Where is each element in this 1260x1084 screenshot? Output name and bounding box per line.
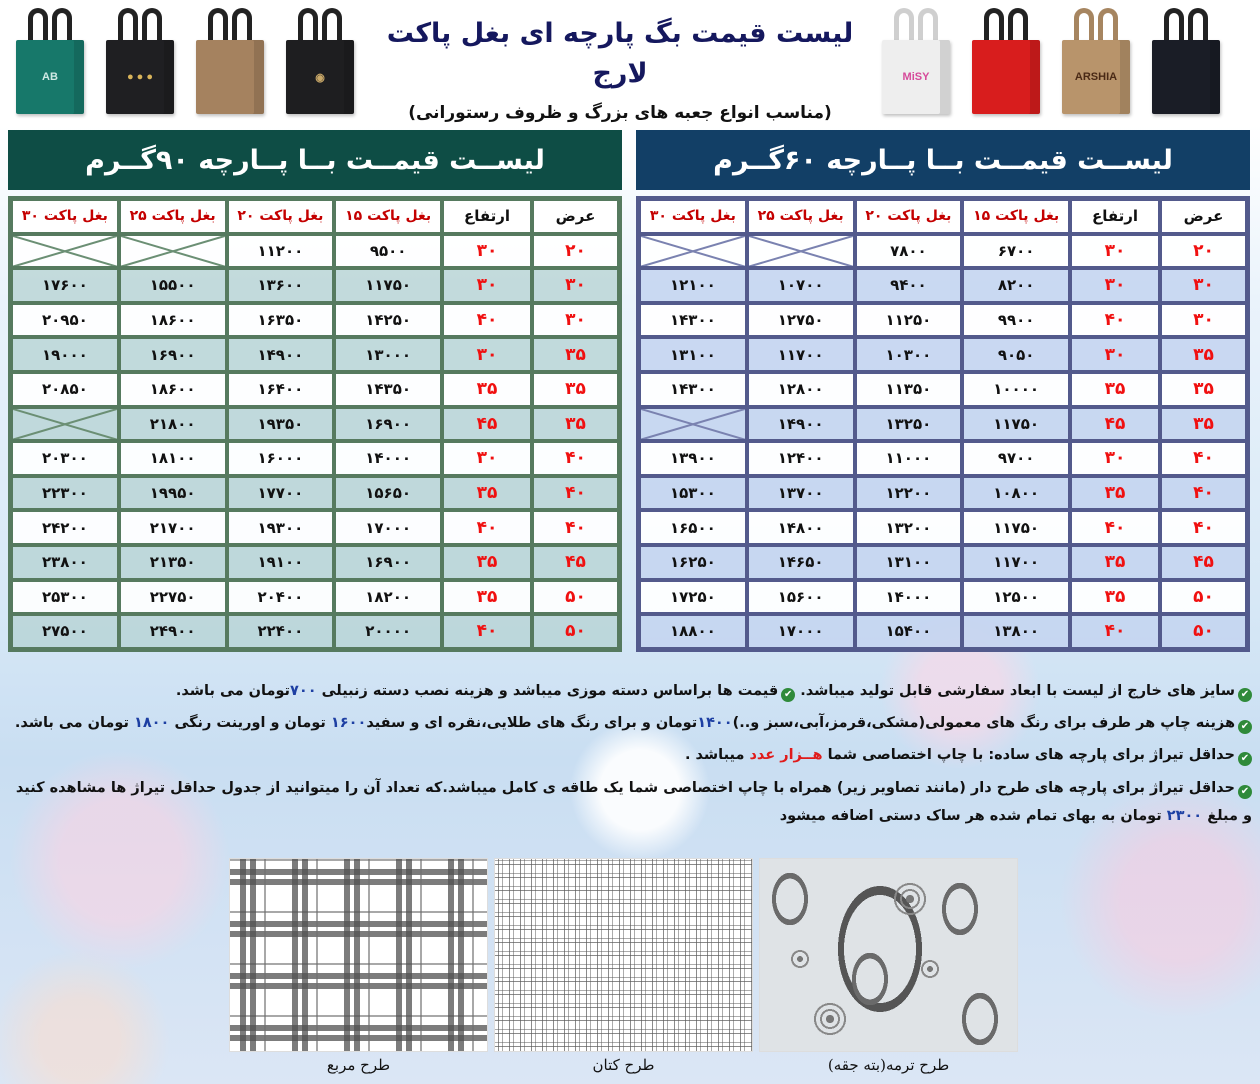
width-cell: ۲۰ xyxy=(1160,234,1247,269)
price-cell: ۶۷۰۰ xyxy=(962,234,1070,269)
price-cell: ۲۰۸۵۰ xyxy=(11,372,119,407)
table-row xyxy=(11,337,619,372)
price-cell: ۱۳۲۰۰ xyxy=(855,510,963,545)
note-2-text-end: تومان می باشد. xyxy=(14,715,134,731)
price-cell: ۱۴۳۰۰ xyxy=(639,303,747,338)
price-cell: ۱۸۶۰۰ xyxy=(119,372,227,407)
price-cell: ۱۵۴۰۰ xyxy=(855,614,963,649)
price-table-60gsm xyxy=(636,196,1250,652)
price-panel-60gsm xyxy=(636,130,1250,652)
note-3-text-start: حداقل تیراژ برای پارچه های ساده: با چاپ اختصاصی شما xyxy=(822,747,1235,763)
not-available-cell xyxy=(639,407,747,442)
price-cell: ۱۱۰۰۰ xyxy=(855,441,963,476)
table-row xyxy=(639,510,1247,545)
bag-image-left-2 xyxy=(104,8,176,118)
price-cell: ۱۹۳۵۰ xyxy=(227,407,335,442)
price-cell: ۱۱۷۵۰ xyxy=(962,407,1070,442)
price-cell: ۱۴۹۰۰ xyxy=(227,337,335,372)
note-2-price-2: ۱۶۰۰ xyxy=(330,715,367,731)
price-cell: ۹۹۰۰ xyxy=(962,303,1070,338)
width-cell: ۳۵ xyxy=(1160,407,1247,442)
column-header: بغل پاکت ۲۰ xyxy=(855,199,963,234)
bag-images-left xyxy=(14,8,356,118)
table-header-row xyxy=(639,199,1247,234)
price-cell: ۱۷۰۰۰ xyxy=(334,510,442,545)
not-available-cell xyxy=(119,234,227,269)
price-cell: ۱۳۹۰۰ xyxy=(639,441,747,476)
width-cell: ۳۵ xyxy=(532,337,619,372)
price-cell: ۱۳۱۰۰ xyxy=(855,545,963,580)
price-cell: ۱۱۷۰۰ xyxy=(747,337,855,372)
note-1-text-a: سایز های خارج از لیست با ابعاد سفارشی قابل تولید میباشد. xyxy=(800,683,1235,699)
price-cell: ۱۶۰۰۰ xyxy=(227,441,335,476)
price-cell: ۱۸۸۰۰ xyxy=(639,614,747,649)
table-row xyxy=(11,545,619,580)
table-row xyxy=(639,407,1247,442)
note-2-price-3: ۱۸۰۰ xyxy=(133,715,170,731)
height-cell: ۴۰ xyxy=(1070,303,1160,338)
width-cell: ۴۰ xyxy=(532,510,619,545)
price-cell: ۹۰۵۰ xyxy=(962,337,1070,372)
price-cell: ۲۷۵۰۰ xyxy=(11,614,119,649)
height-cell: ۴۰ xyxy=(1070,614,1160,649)
bag-images-right xyxy=(880,8,1222,118)
table-row xyxy=(639,545,1247,580)
price-cell: ۷۸۰۰ xyxy=(855,234,963,269)
cross-icon xyxy=(641,409,745,440)
price-cell: ۲۰۹۵۰ xyxy=(11,303,119,338)
width-cell: ۴۰ xyxy=(532,476,619,511)
table-row xyxy=(11,476,619,511)
title-block xyxy=(380,14,860,128)
price-panel-90gsm xyxy=(8,130,622,652)
price-cell: ۱۲۵۰۰ xyxy=(962,580,1070,615)
price-cell: ۱۹۰۰۰ xyxy=(11,337,119,372)
panel-title-60gsm: لیســت قیمــت بــا پــارچه ۶۰گــرم xyxy=(636,130,1250,190)
note-2 xyxy=(10,712,1252,734)
page-title: لیست قیمت بگ پارچه ای بغل پاکت لارج xyxy=(386,18,854,89)
price-cell: ۱۴۳۰۰ xyxy=(639,372,747,407)
price-cell: ۱۹۱۰۰ xyxy=(227,545,335,580)
width-cell: ۵۰ xyxy=(1160,614,1247,649)
check-circle-icon: ✔ xyxy=(1238,785,1252,799)
height-cell: ۳۰ xyxy=(1070,268,1160,303)
width-cell: ۵۰ xyxy=(1160,580,1247,615)
cross-icon xyxy=(13,236,117,267)
column-header: عرض xyxy=(1160,199,1247,234)
price-cell: ۱۹۹۵۰ xyxy=(119,476,227,511)
price-cell: ۲۵۳۰۰ xyxy=(11,580,119,615)
column-header: عرض xyxy=(532,199,619,234)
bag-image-right-1 xyxy=(880,8,952,118)
price-cell: ۱۳۶۰۰ xyxy=(227,268,335,303)
bag-logo: ● ● ● xyxy=(126,71,154,83)
width-cell: ۴۰ xyxy=(1160,476,1247,511)
note-1-text-b: قیمت ها براساس دسته موزی میباشد و هزینه نصب دسته زنبیلی xyxy=(321,683,779,699)
price-cell: ۱۵۶۰۰ xyxy=(747,580,855,615)
price-cell: ۱۳۲۵۰ xyxy=(855,407,963,442)
price-cell: ۱۰۳۰۰ xyxy=(855,337,963,372)
pattern-paisley-image xyxy=(759,858,1018,1052)
not-available-cell xyxy=(747,234,855,269)
pattern-label-paisley: طرح ترمه(بته جقه) xyxy=(827,1056,950,1074)
price-cell: ۱۸۶۰۰ xyxy=(119,303,227,338)
width-cell: ۳۰ xyxy=(532,268,619,303)
column-header: بغل پاکت ۳۰ xyxy=(639,199,747,234)
price-cell: ۲۲۳۰۰ xyxy=(11,476,119,511)
table-row xyxy=(639,372,1247,407)
price-cell: ۲۳۸۰۰ xyxy=(11,545,119,580)
pattern-square-image xyxy=(229,858,488,1052)
note-3 xyxy=(10,744,1252,766)
note-4-text-start: حداقل تیراژ برای پارچه های طرح دار (مانند تصاویر زیر) همراه با چاپ اختصاصی شما یک طاقه ی کامل میباشد.که تعداد آن را میتوانید از جدول حداقل تیراژ ها مشاهده کنید و مبلغ xyxy=(15,780,1252,824)
price-cell: ۱۷۶۰۰ xyxy=(11,268,119,303)
height-cell: ۳۰ xyxy=(1070,234,1160,269)
height-cell: ۳۵ xyxy=(442,580,532,615)
width-cell: ۳۰ xyxy=(1160,268,1247,303)
cross-icon xyxy=(121,236,225,267)
width-cell: ۴۵ xyxy=(1160,545,1247,580)
check-circle-icon: ✔ xyxy=(1238,720,1252,734)
table-row xyxy=(639,441,1247,476)
bag-image-left-4 xyxy=(284,8,356,118)
price-cell: ۱۴۶۵۰ xyxy=(747,545,855,580)
price-cell: ۱۱۲۵۰ xyxy=(855,303,963,338)
table-row xyxy=(639,303,1247,338)
price-cell: ۱۷۲۵۰ xyxy=(639,580,747,615)
height-cell: ۳۵ xyxy=(442,545,532,580)
table-row xyxy=(11,580,619,615)
price-cell: ۱۶۴۰۰ xyxy=(227,372,335,407)
note-3-highlight: هــزار عدد xyxy=(749,747,823,763)
price-cell: ۱۲۸۰۰ xyxy=(747,372,855,407)
height-cell: ۳۰ xyxy=(442,337,532,372)
column-header: بغل پاکت ۲۰ xyxy=(227,199,335,234)
width-cell: ۳۵ xyxy=(1160,372,1247,407)
table-row xyxy=(11,614,619,649)
table-row xyxy=(639,337,1247,372)
fabric-patterns xyxy=(229,858,1019,1052)
price-cell: ۱۳۷۰۰ xyxy=(747,476,855,511)
height-cell: ۴۵ xyxy=(442,407,532,442)
price-cell: ۱۷۰۰۰ xyxy=(747,614,855,649)
price-cell: ۲۰۳۰۰ xyxy=(11,441,119,476)
price-cell: ۱۵۵۰۰ xyxy=(119,268,227,303)
note-2-text-start: هزینه چاپ هر طرف برای رنگ های معمولی(مشکی،قرمز،آبی،سبز و..) xyxy=(732,715,1235,731)
price-cell: ۱۴۰۰۰ xyxy=(334,441,442,476)
price-cell: ۱۱۳۵۰ xyxy=(855,372,963,407)
height-cell: ۳۵ xyxy=(1070,545,1160,580)
height-cell: ۴۵ xyxy=(1070,407,1160,442)
price-cell: ۱۶۹۰۰ xyxy=(334,545,442,580)
price-cell: ۱۶۲۵۰ xyxy=(639,545,747,580)
price-table-90gsm xyxy=(8,196,622,652)
price-cell: ۱۴۰۰۰ xyxy=(855,580,963,615)
height-cell: ۳۰ xyxy=(442,234,532,269)
table-row xyxy=(639,234,1247,269)
notes-section xyxy=(10,680,1252,840)
table-row xyxy=(639,614,1247,649)
page-subtitle: (مناسب انواع جعبه های بزرگ و ظروف رستورانی) xyxy=(408,103,832,123)
price-cell: ۹۵۰۰ xyxy=(334,234,442,269)
not-available-cell xyxy=(11,234,119,269)
note-4-text-end: تومان به بهای تمام شده هر ساک دستی اضافه میشود xyxy=(779,808,1167,824)
note-2-price-1: ۱۴۰۰ xyxy=(697,715,733,731)
table-row xyxy=(639,580,1247,615)
height-cell: ۳۰ xyxy=(1070,441,1160,476)
price-cell: ۲۰۰۰۰ xyxy=(334,614,442,649)
pattern-linen-image xyxy=(494,858,753,1052)
price-cell: ۱۶۵۰۰ xyxy=(639,510,747,545)
note-1 xyxy=(10,680,1252,702)
price-cell: ۱۴۹۰۰ xyxy=(747,407,855,442)
width-cell: ۲۰ xyxy=(532,234,619,269)
table-row xyxy=(11,441,619,476)
price-cell: ۱۱۲۰۰ xyxy=(227,234,335,269)
width-cell: ۴۰ xyxy=(1160,441,1247,476)
table-row xyxy=(639,268,1247,303)
price-cell: ۱۰۰۰۰ xyxy=(962,372,1070,407)
bag-image-right-2 xyxy=(970,8,1042,118)
bag-logo: MiSY xyxy=(902,71,930,83)
pattern-labels xyxy=(229,1056,1019,1074)
price-cell: ۲۰۴۰۰ xyxy=(227,580,335,615)
price-cell: ۲۴۲۰۰ xyxy=(11,510,119,545)
price-cell: ۱۵۳۰۰ xyxy=(639,476,747,511)
bag-image-right-4 xyxy=(1150,8,1222,118)
bag-logo: AB xyxy=(42,71,58,83)
height-cell: ۳۵ xyxy=(442,476,532,511)
check-circle-icon: ✔ xyxy=(1238,752,1252,766)
bag-image-left-3 xyxy=(194,8,266,118)
height-cell: ۴۰ xyxy=(442,614,532,649)
note-2-text-mid-2: تومان و اورینت رنگی xyxy=(169,715,331,731)
price-cell: ۲۱۸۰۰ xyxy=(119,407,227,442)
cross-icon xyxy=(641,236,745,267)
height-cell: ۳۵ xyxy=(1070,372,1160,407)
price-cell: ۱۲۱۰۰ xyxy=(639,268,747,303)
not-available-cell xyxy=(639,234,747,269)
price-cell: ۱۱۷۵۰ xyxy=(962,510,1070,545)
price-cell: ۲۱۷۰۰ xyxy=(119,510,227,545)
price-cell: ۱۶۳۵۰ xyxy=(227,303,335,338)
pattern-label-square: طرح مربع xyxy=(326,1056,391,1074)
width-cell: ۴۰ xyxy=(532,441,619,476)
table-row xyxy=(11,268,619,303)
column-header: بغل پاکت ۱۵ xyxy=(334,199,442,234)
check-circle-icon: ✔ xyxy=(781,688,795,702)
column-header: ارتفاع xyxy=(1070,199,1160,234)
bag-logo: ◉ xyxy=(315,71,325,84)
note-4 xyxy=(10,774,1252,830)
bag-image-right-3 xyxy=(1060,8,1132,118)
width-cell: ۴۵ xyxy=(532,545,619,580)
price-cell: ۱۸۲۰۰ xyxy=(334,580,442,615)
price-cell: ۱۴۳۵۰ xyxy=(334,372,442,407)
height-cell: ۳۵ xyxy=(442,372,532,407)
not-available-cell xyxy=(11,407,119,442)
width-cell: ۳۵ xyxy=(532,372,619,407)
price-cell: ۱۵۶۵۰ xyxy=(334,476,442,511)
width-cell: ۳۰ xyxy=(532,303,619,338)
width-cell: ۳۵ xyxy=(1160,337,1247,372)
price-cell: ۱۶۹۰۰ xyxy=(334,407,442,442)
height-cell: ۳۰ xyxy=(442,268,532,303)
price-cell: ۱۴۸۰۰ xyxy=(747,510,855,545)
note-4-price: ۲۳۰۰ xyxy=(1166,808,1203,824)
column-header: بغل پاکت ۲۵ xyxy=(119,199,227,234)
price-cell: ۲۴۹۰۰ xyxy=(119,614,227,649)
column-header: بغل پاکت ۱۵ xyxy=(962,199,1070,234)
header xyxy=(0,0,1260,125)
table-row xyxy=(11,510,619,545)
price-cell: ۱۲۴۰۰ xyxy=(747,441,855,476)
price-cell: ۸۲۰۰ xyxy=(962,268,1070,303)
width-cell: ۳۵ xyxy=(532,407,619,442)
price-cell: ۱۲۷۵۰ xyxy=(747,303,855,338)
price-cell: ۱۹۳۰۰ xyxy=(227,510,335,545)
height-cell: ۴۰ xyxy=(1070,510,1160,545)
table-row xyxy=(11,372,619,407)
height-cell: ۳۰ xyxy=(1070,337,1160,372)
table-row xyxy=(11,234,619,269)
price-cell: ۲۱۳۵۰ xyxy=(119,545,227,580)
price-cell: ۱۰۸۰۰ xyxy=(962,476,1070,511)
price-cell: ۱۲۲۰۰ xyxy=(855,476,963,511)
table-row xyxy=(11,303,619,338)
width-cell: ۵۰ xyxy=(532,580,619,615)
note-1-price: ۷۰۰ xyxy=(290,683,317,699)
price-cell: ۲۲۴۰۰ xyxy=(227,614,335,649)
price-cell: ۱۳۰۰۰ xyxy=(334,337,442,372)
note-1-text-end: تومان می باشد. xyxy=(175,683,290,699)
price-cell: ۱۱۷۵۰ xyxy=(334,268,442,303)
price-cell: ۱۴۲۵۰ xyxy=(334,303,442,338)
width-cell: ۳۰ xyxy=(1160,303,1247,338)
width-cell: ۵۰ xyxy=(532,614,619,649)
price-cell: ۱۶۹۰۰ xyxy=(119,337,227,372)
height-cell: ۳۵ xyxy=(1070,476,1160,511)
price-cell: ۱۳۸۰۰ xyxy=(962,614,1070,649)
price-cell: ۱۱۷۰۰ xyxy=(962,545,1070,580)
price-cell: ۹۷۰۰ xyxy=(962,441,1070,476)
height-cell: ۴۰ xyxy=(442,303,532,338)
pattern-label-linen: طرح کتان xyxy=(592,1056,655,1074)
column-header: بغل پاکت ۳۰ xyxy=(11,199,119,234)
bag-logo: ARSHIA xyxy=(1074,71,1118,83)
cross-icon xyxy=(749,236,853,267)
column-header: ارتفاع xyxy=(442,199,532,234)
price-cell: ۱۳۱۰۰ xyxy=(639,337,747,372)
price-cell: ۱۸۱۰۰ xyxy=(119,441,227,476)
note-2-text-mid-1: تومان و برای رنگ های طلایی،نقره ای و سفید xyxy=(366,715,698,731)
price-cell: ۲۲۷۵۰ xyxy=(119,580,227,615)
panel-title-90gsm: لیســت قیمــت بــا پــارچه ۹۰گــرم xyxy=(8,130,622,190)
check-circle-icon: ✔ xyxy=(1238,688,1252,702)
width-cell: ۴۰ xyxy=(1160,510,1247,545)
height-cell: ۳۵ xyxy=(1070,580,1160,615)
table-row xyxy=(639,476,1247,511)
height-cell: ۳۰ xyxy=(442,441,532,476)
bag-image-left-1 xyxy=(14,8,86,118)
table-header-row xyxy=(11,199,619,234)
table-row xyxy=(11,407,619,442)
price-cell: ۹۴۰۰ xyxy=(855,268,963,303)
column-header: بغل پاکت ۲۵ xyxy=(747,199,855,234)
cross-icon xyxy=(13,409,117,440)
price-cell: ۱۰۷۰۰ xyxy=(747,268,855,303)
height-cell: ۴۰ xyxy=(442,510,532,545)
note-3-text-end: میباشد . xyxy=(684,747,750,763)
price-cell: ۱۷۷۰۰ xyxy=(227,476,335,511)
